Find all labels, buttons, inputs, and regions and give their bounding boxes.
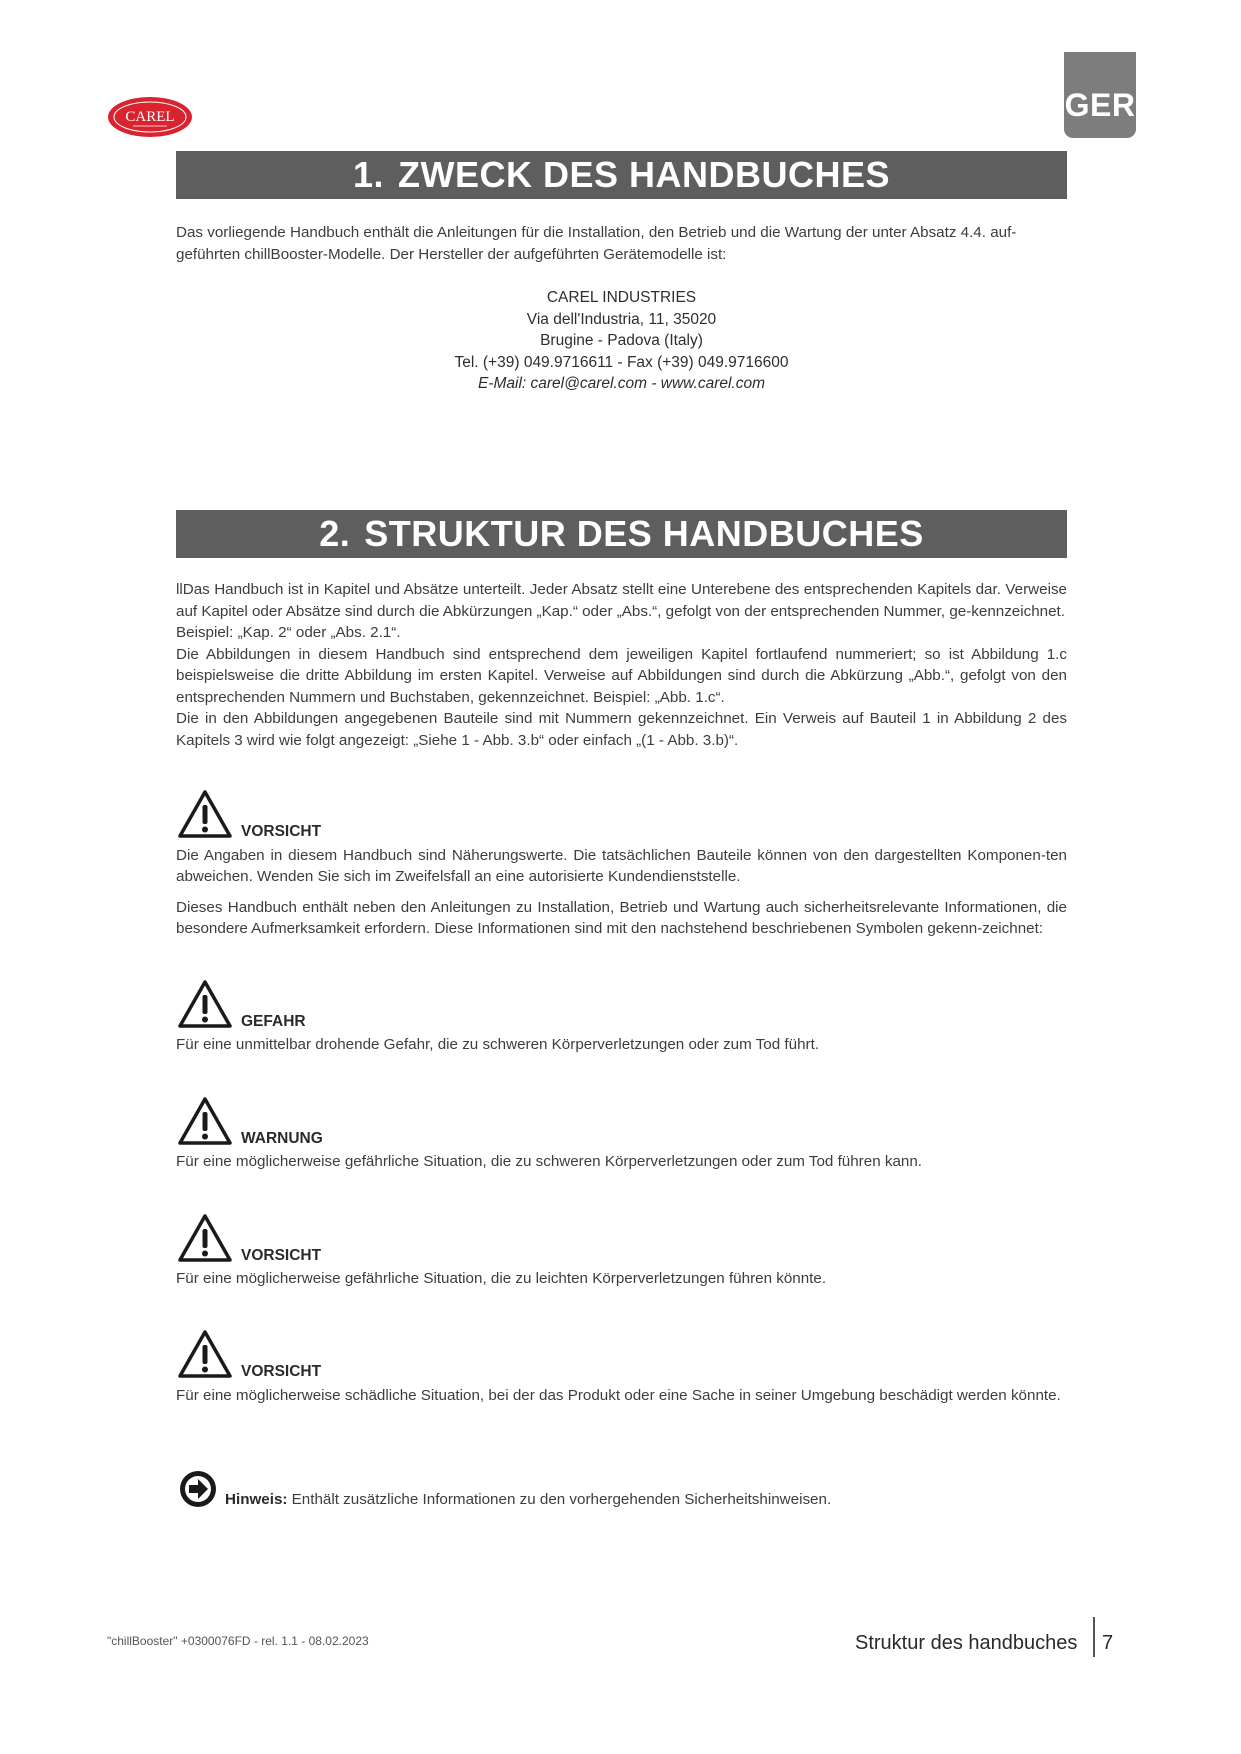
section-1-title: ZWECK DES HANDBUCHES	[398, 154, 891, 195]
arrow-right-circle-icon	[178, 1469, 218, 1509]
caution-title: VORSICHT	[241, 1247, 322, 1264]
caution-triangle-icon	[176, 1212, 234, 1264]
danger-triangle-icon	[176, 978, 234, 1030]
intro-line-1: Das vorliegende Handbuch enthält die Anleitungen für die Installation, den Betrieb und die Wartung der unter Absatz 4.4. auf-	[176, 224, 1017, 241]
language-tab: GER	[1064, 52, 1136, 138]
section-2-number: 2.	[319, 513, 351, 554]
structure-paragraph-1: llDas Handbuch ist in Kapitel und Absätze unterteilt. Jeder Absatz stellt eine Unterebene des entsprechenden Kapitels dar. Verweise auf Kapitel oder Absätze sind durch die Abkürzungen „Kap.“ oder „Abs.“, gefolgt von der entsprechenden Nummer, ge-kennzeichnet.	[176, 581, 1067, 620]
address-company: CAREL INDUSTRIES	[546, 289, 697, 306]
footer-divider	[1093, 1617, 1095, 1657]
structure-paragraph-2: Beispiel: „Kap. 2“ oder „Abs. 2.1“.	[176, 624, 401, 641]
address-phone: Tel. (+39) 049.9716611 - Fax (+39) 049.9716600	[454, 353, 789, 371]
safety-intro: Dieses Handbuch enthält neben den Anleitungen zu Installation, Betrieb und Wartung auch sicherheitsrelevante Informationen, die besondere Aufmerksamkeit erfordern. Diese Informationen sind mit den nachstehend beschriebenen Symbolen gekenn-zeichnet:	[176, 899, 1067, 937]
section-1-intro	[176, 222, 1067, 265]
warning-title: WARNUNG	[241, 1130, 323, 1147]
address-street: Via dell'Industria, 11, 35020	[526, 310, 717, 328]
document-reference: "chillBooster" +0300076FD - rel. 1.1 - 08.02.2023	[107, 1634, 369, 1648]
hint-label: Hinweis:	[225, 1491, 288, 1508]
hint-text: Enthält zusätzliche Informationen zu den vorhergehenden Sicherheitshinweisen.	[287, 1491, 832, 1508]
caution-text: Für eine möglicherweise schädliche Situation, bei der das Produkt oder eine Sache in seiner Umgebung beschädigt werden könnte.	[176, 1387, 1061, 1404]
warning-triangle-icon	[176, 788, 234, 840]
caution-text: Die Angaben in diesem Handbuch sind Näherungswerte. Die tatsächlichen Bauteile können von den dargestellten Komponen-ten abweichen. Wenden Sie sich im Zweifelsfall an eine autorisierte Kundendienststelle.	[176, 847, 1067, 885]
hint-note	[225, 1491, 831, 1508]
section-2-title: STRUKTUR DES HANDBUCHES	[364, 513, 924, 554]
svg-text:CAREL: CAREL	[125, 109, 175, 125]
caution-title: VORSICHT	[241, 823, 322, 840]
warning-text: Für eine möglicherweise gefährliche Situation, die zu schweren Körperverletzungen oder zum Tod führen kann.	[176, 1153, 923, 1170]
warning-triangle-icon	[176, 1095, 234, 1147]
section-2-heading	[176, 510, 1067, 558]
manufacturer-address	[176, 287, 1067, 395]
structure-paragraph-4: Die in den Abbildungen angegebenen Bauteile sind mit Nummern gekennzeichnet. Ein Verweis auf Bauteil 1 in Abbildung 2 des Kapitels 3 wird wie folgt angezeigt: „Siehe 1 - Abb. 3.b“ oder einfach „(1 - Abb. 3.b)“.	[176, 710, 1067, 749]
page-number: 7	[1102, 1632, 1114, 1654]
section-2-body	[176, 579, 1067, 751]
danger-text: Für eine unmittelbar drohende Gefahr, die zu schweren Körperverletzungen oder zum Tod führt.	[176, 1036, 820, 1053]
address-email: E-Mail: carel@carel.com - www.carel.com	[477, 375, 766, 392]
address-city: Brugine - Padova (Italy)	[540, 332, 703, 349]
danger-title: GEFAHR	[241, 1013, 306, 1030]
caution-title: VORSICHT	[241, 1363, 322, 1380]
footer-section-name: Struktur des handbuches	[855, 1632, 1078, 1654]
caution-triangle-icon	[176, 1328, 234, 1380]
structure-paragraph-3: Die Abbildungen in diesem Handbuch sind entsprechend dem jeweiligen Kapitel fortlaufend nummeriert; so ist Abbildung 1.c beispielsweise die dritte Abbildung im ersten Kapitel. Verweise auf Abbildungen sind durch die Abkürzung „Abb.“, gefolgt von den entsprechenden Nummern und Buchstaben, gekennzeichnet. Beispiel: „Abb. 1.c“.	[176, 645, 1067, 706]
intro-line-2: geführten chillBooster-Modelle. Der Hersteller der aufgeführten Gerätemodelle ist:	[176, 245, 727, 263]
carel-logo	[107, 96, 193, 138]
section-1-number: 1.	[352, 154, 384, 195]
caution-text: Für eine möglicherweise gefährliche Situation, die zu leichten Körperverletzungen führen könnte.	[176, 1270, 827, 1287]
section-1-heading	[176, 151, 1067, 199]
